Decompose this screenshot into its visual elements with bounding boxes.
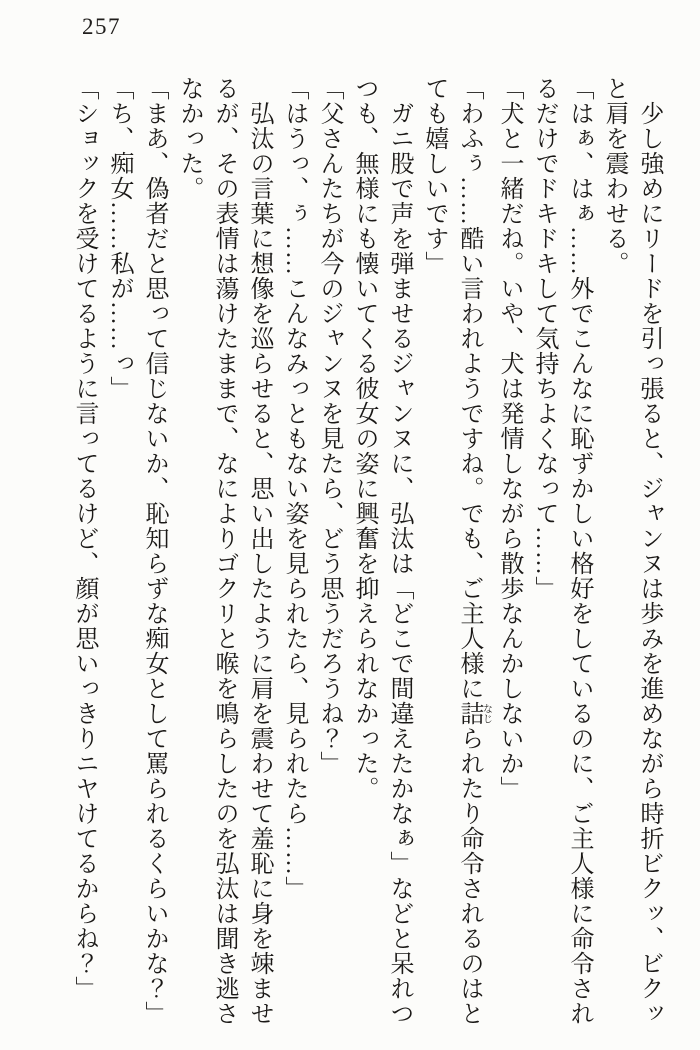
text-line: 「わふぅ……酷い言われようですね。でも、ご主人様に詰なじられたり命令されるのはと <box>456 76 492 1026</box>
text-line: 少し強めにリードを引っ張ると、ジャンヌは歩みを進めながら時折ビクッ、ビクッ <box>636 76 662 1026</box>
text-line: 弘汰の言葉に想像を巡らせると、思い出したように肩を震わせて羞恥に身を竦ませ <box>246 76 272 1026</box>
page-number: 257 <box>82 14 121 39</box>
text-line: ガニ股で声を弾ませるジャンヌに、弘汰は「どこで間違えたかなぁ」などと呆れつ <box>386 76 412 1026</box>
text-line: ても嬉しいです」 <box>421 76 447 276</box>
text-line: るだけでドキドキして気持ちよくなって……」 <box>531 76 557 601</box>
text-line: と肩を震わせる。 <box>601 76 627 276</box>
text-block <box>66 76 666 1028</box>
text-line: 「はうっ、ぅ……こんなみっともない姿を見られたら、見られたら……」 <box>281 76 307 901</box>
text-line: つも、無様にも懐いてくる彼女の姿に興奮を抑えられなかった。 <box>351 76 377 801</box>
ruby-annotated-word: 詰なじ <box>456 701 492 726</box>
text-line: 「犬と一緒だね。いや、犬は発情しながら散歩なんかしないか」 <box>496 76 522 801</box>
text-line: なかった。 <box>176 76 202 201</box>
text-line: 「まあ、偽者だと思って信じないか、恥知らずな痴女として罵られるくらいかな？」 <box>141 76 167 1026</box>
text-line: 「ショックを受けてるように言ってるけど、顔が思いっきりニヤけてるからね？」 <box>71 76 97 1001</box>
text-line: 「父さんたちが今のジャンヌを見たら、どう思うだろうね？」 <box>316 76 342 776</box>
text-line: 「はぁ、はぁ……外でこんなに恥ずかしい格好をしているのに、ご主人様に命令され <box>566 76 592 1026</box>
text-line: るが、その表情は蕩けたままで、なによりゴクリと喉を鳴らしたのを弘汰は聞き逃さ <box>211 76 237 1026</box>
text-line: 「ち、痴女……私が……っ」 <box>106 76 132 401</box>
